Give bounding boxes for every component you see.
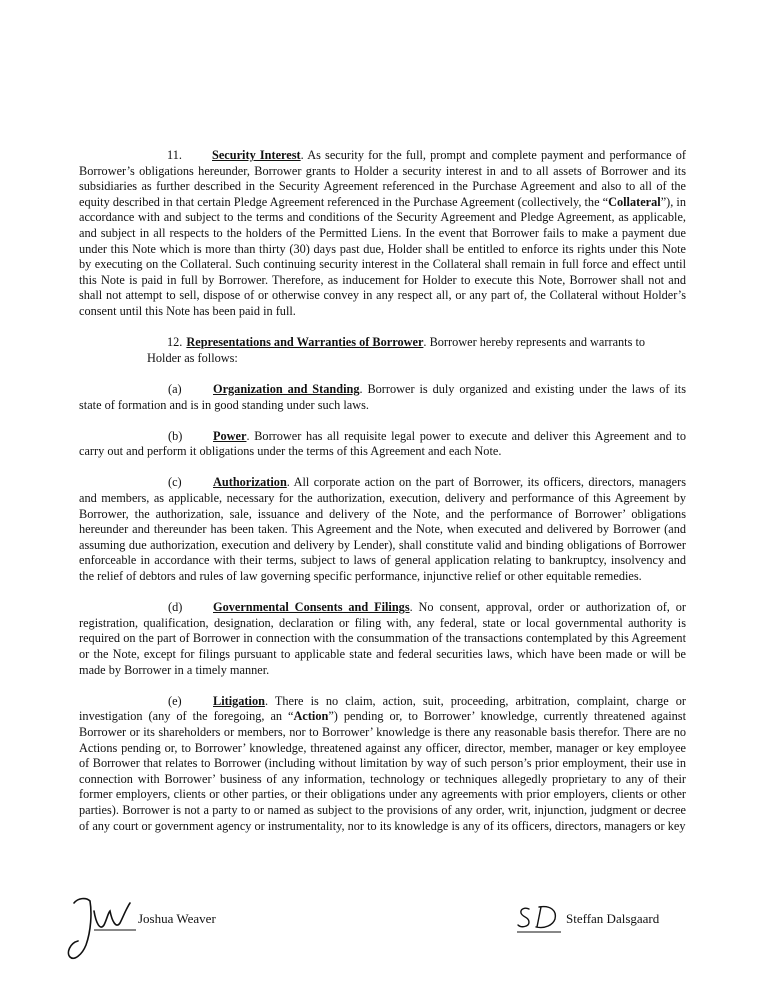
subsection-e: [79, 694, 686, 834]
subsection-text: . There is no claim, action, suit, proceeding, arbitration, complaint, charge or investigation (any of the foregoing, an “: [79, 693, 686, 724]
subsection-label: (b): [168, 428, 183, 443]
defined-term: Action: [293, 709, 329, 724]
section-text: . As security for the full, prompt and complete payment and performance of Borrower’s obligations hereunder, Borrower grants to Holder a security interest in and to all assets of Borrower and its subsidiaries as further described in the Security Agreement referenced in the Purchase Agreement and also to all of the equity described in that certain Pledge Agreement referenced in the Purchase Agreement (collectively, the “: [79, 148, 686, 209]
signature-initials-sd: [515, 901, 565, 941]
signature-initials-jw: [64, 895, 144, 967]
document-body: [79, 148, 686, 850]
subsection-label: (c): [168, 475, 182, 490]
subsection-text: . No consent, approval, order or authorization of, or registration, qualification, designation, declaration or filing with, any federal, state or local governmental authority is required on the part of Borrower in connection with the consummation of the transactions contemplated by this Agreement or the Note, except for filings pursuant to applicable state and federal securities laws, which have been made or will be made by Borrower in a timely manner.: [79, 600, 686, 677]
subsection-heading: Organization and Standing: [213, 381, 360, 396]
section-heading: Representations and Warranties of Borrower: [186, 335, 424, 350]
subsection-heading: Power: [213, 428, 247, 443]
section-text: . Borrower hereby represents and warrants to: [423, 335, 646, 350]
subsection-heading: Governmental Consents and Filings: [213, 600, 410, 615]
section-heading: Security Interest: [212, 148, 301, 162]
defined-term: Collateral: [608, 194, 661, 209]
section-text: ”), in accordance with and subject to the terms and conditions of the Security Agreement and Pledge Agreement, as applicable, and subject in all respects to the holders of the Permitted Liens. In the event that Borrower fails to make a payment due under this Note which is more than thirty (30) days past due, Holder shall be entitled to enforce its rights under this Note by executing on the Collateral. Such continuing security interest in the Collateral shall remain in full force and effect until this Note is paid in full by Borrower. Therefore, as inducement for Holder to execute this Note, Borrower shall not and shall not attempt to sell, dispose of or otherwise convey in any respect all, or any part of, the Collateral without Holder’s consent until this Note has been paid in full.: [79, 194, 686, 318]
subsection-heading: Authorization: [213, 475, 287, 490]
subsection-label: (d): [168, 600, 183, 615]
section-number: 12.: [167, 335, 183, 350]
subsection-d: [79, 600, 686, 678]
subsection-b: [79, 429, 686, 460]
section-11: [79, 148, 686, 320]
subsection-text: ”) pending or, to Borrower’ knowledge, currently threatened against Borrower or its shareholders or members, nor to Borrower’ knowledge is there any reasonable basis therefor. There are no Actions pending or, to Borrower’ knowledge, threatened against any officer, director, member, manager or key employee of Borrower that relates to Borrower (including without limitation by way of such person’s prior employment, their use in connection with Borrower’ business of any information, technology or techniques allegedly proprietary to any of their former employers, clients or other parties, or their obligations under any agreements with prior employers, clients or other parties). Borrower is not a party to or named as subject to the provisions of any order, writ, injunction, judgment or decree of any court or government agency or instrumentality, nor to its knowledge is any of its officers, directors, managers or key: [79, 709, 686, 833]
subsection-text: . All corporate action on the part of Borrower, its officers, directors, managers and members, as applicable, necessary for the authorization, execution, delivery and performance of this Agreement by Borrower, the authorization, sale, issuance and delivery of the Note, and the performance of Borrower’ obligations hereunder and thereunder has been taken. This Agreement and the Note, when executed and delivered by Borrower (and assuming due authorization, execution and delivery by Lender), shall constitute valid and binding obligations of Borrower enforceable in accordance with their terms, subject to laws of general application relating to bankruptcy, insolvency and the relief of debtors and rules of law governing specific performance, injunctive relief or other equitable remedies.: [79, 475, 686, 584]
subsection-c: [79, 475, 686, 584]
section-12: [79, 335, 686, 366]
section-text: Holder as follows:: [147, 350, 238, 365]
subsection-label: (e): [168, 693, 182, 708]
subsection-label: (a): [168, 381, 182, 396]
subsection-text: . Borrower is duly organized and existing under the laws of its state of formation and is in good standing under such laws.: [79, 381, 686, 412]
signatory-name: Joshua Weaver: [138, 911, 216, 926]
subsection-a: [79, 382, 686, 413]
section-number: 11.: [167, 148, 182, 162]
subsection-heading: Litigation: [213, 693, 265, 708]
subsection-text: . Borrower has all requisite legal power to execute and deliver this Agreement and to carry out and perform it obligations under the terms of this Agreement and each Note.: [79, 428, 686, 459]
signatory-name: Steffan Dalsgaard: [566, 911, 660, 926]
